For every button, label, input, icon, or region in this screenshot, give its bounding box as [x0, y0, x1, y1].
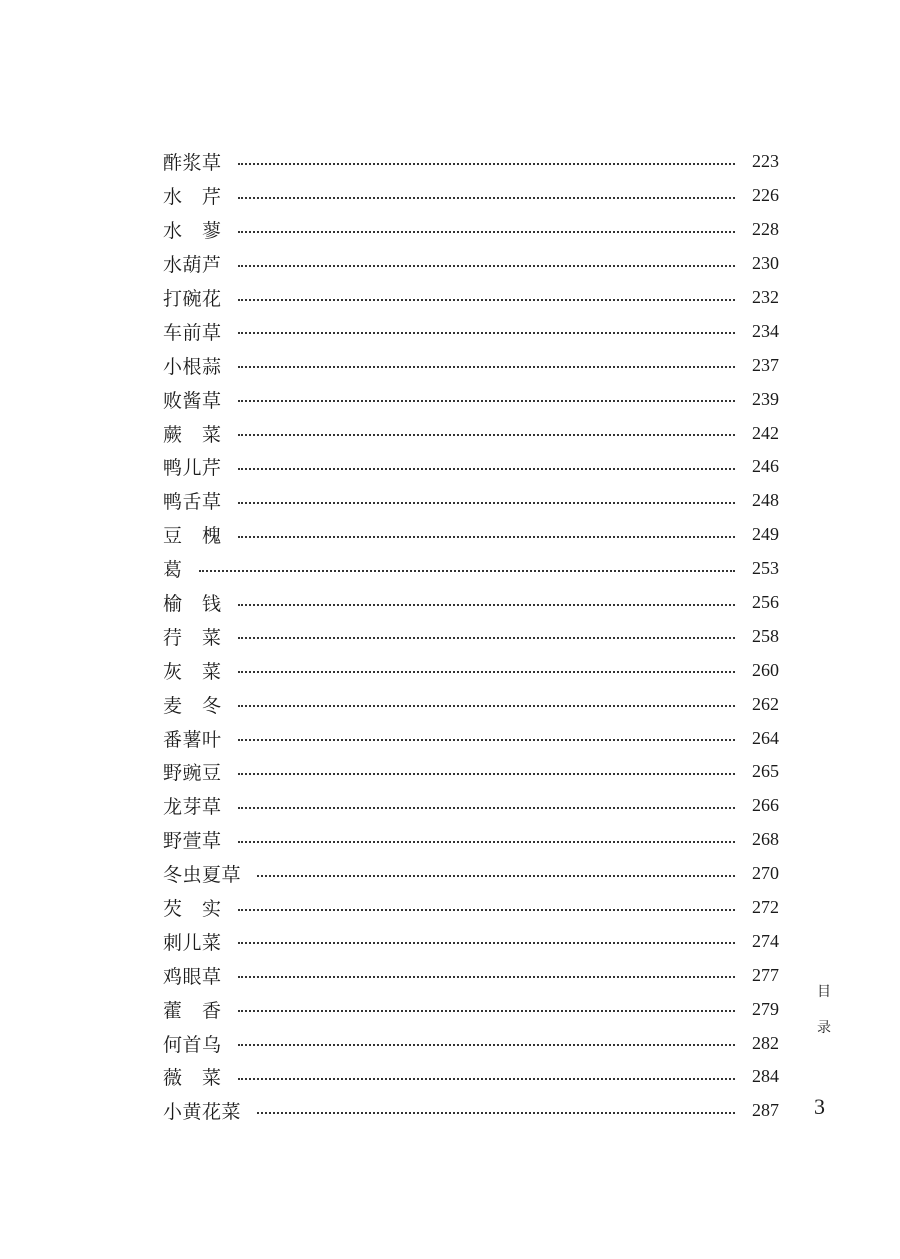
dot-leader — [257, 1112, 735, 1114]
toc-entry-page: 264 — [752, 727, 779, 748]
dot-leader — [238, 1010, 735, 1012]
dot-leader — [238, 942, 735, 944]
toc-entry-title: 薇 菜 — [163, 1067, 222, 1090]
toc-entry[interactable] — [163, 789, 779, 823]
dot-leader — [238, 1044, 735, 1046]
dot-leader — [238, 299, 735, 301]
dot-leader — [238, 976, 735, 978]
toc-entry-page: 270 — [752, 863, 779, 884]
dot-leader — [238, 468, 735, 470]
toc-entry[interactable] — [163, 992, 779, 1026]
dot-leader — [238, 909, 735, 911]
toc-entry-page: 287 — [752, 1100, 779, 1121]
dot-leader — [238, 332, 735, 334]
toc-entry[interactable] — [163, 924, 779, 958]
toc-entry-page: 239 — [752, 388, 779, 409]
toc-entry-page: 274 — [752, 930, 779, 951]
toc-entry-title: 鸭儿芹 — [163, 457, 222, 480]
toc-entry[interactable] — [163, 1060, 779, 1094]
dot-leader — [238, 434, 735, 436]
toc-entry[interactable] — [163, 382, 779, 416]
toc-entry-page: 268 — [752, 829, 779, 850]
toc-entry-page: 242 — [752, 422, 779, 443]
toc-entry-title: 何首乌 — [163, 1033, 222, 1056]
toc-entry-page: 262 — [752, 693, 779, 714]
dot-leader — [238, 536, 735, 538]
toc-entry-title: 车前草 — [163, 321, 222, 344]
toc-entry-title: 水 蓼 — [163, 220, 222, 243]
toc-entry[interactable] — [163, 314, 779, 348]
toc-entry-title: 豆 槐 — [163, 525, 222, 548]
toc-entry-page: 272 — [752, 897, 779, 918]
toc-entry-page: 279 — [752, 998, 779, 1019]
toc-entry[interactable] — [163, 687, 779, 721]
toc-entry[interactable] — [163, 1026, 779, 1060]
toc-entry-page: 223 — [752, 151, 779, 172]
toc-entry[interactable] — [163, 755, 779, 789]
toc-entry-title: 鸡眼草 — [163, 965, 222, 988]
toc-entry-page: 282 — [752, 1032, 779, 1053]
toc-entry-page: 246 — [752, 456, 779, 477]
toc-entry-title: 葛 — [163, 559, 183, 582]
toc-entry-page: 248 — [752, 490, 779, 511]
toc-entry-page: 284 — [752, 1066, 779, 1087]
dot-leader — [238, 1078, 735, 1080]
toc-entry-title: 番薯叶 — [163, 728, 222, 751]
toc-entry[interactable] — [163, 416, 779, 450]
toc-entry-title: 小根蒜 — [163, 355, 222, 378]
toc-entry-title: 刺儿菜 — [163, 931, 222, 954]
toc-entry-title: 小黄花菜 — [163, 1101, 242, 1124]
toc-entry[interactable] — [163, 586, 779, 620]
dot-leader — [238, 637, 735, 639]
dot-leader — [238, 366, 735, 368]
toc-entry-title: 麦 冬 — [163, 694, 222, 717]
toc-entry[interactable] — [163, 721, 779, 755]
toc-entry[interactable] — [163, 484, 779, 518]
toc-entry-page: 230 — [752, 253, 779, 274]
toc-entry-page: 237 — [752, 354, 779, 375]
dot-leader — [238, 265, 735, 267]
toc-entry-title: 鸭舌草 — [163, 491, 222, 514]
toc-entry[interactable] — [163, 823, 779, 857]
toc-entry-page: 256 — [752, 592, 779, 613]
toc-entry-title: 芡 实 — [163, 898, 222, 921]
toc-entry[interactable] — [163, 552, 779, 586]
dot-leader — [238, 163, 735, 165]
toc-entry-title: 藿 香 — [163, 999, 222, 1022]
running-head-char: 目 — [817, 984, 831, 1000]
toc-entry-page: 226 — [752, 185, 779, 206]
toc-entry-title: 水葫芦 — [163, 254, 222, 277]
toc-entry-page: 266 — [752, 795, 779, 816]
toc-entry-page: 260 — [752, 659, 779, 680]
toc-entry[interactable] — [163, 145, 779, 179]
toc-entry-title: 榆 钱 — [163, 593, 222, 616]
dot-leader — [238, 773, 735, 775]
toc-entry-page: 277 — [752, 964, 779, 985]
toc-entry-page: 253 — [752, 558, 779, 579]
dot-leader — [238, 197, 735, 199]
toc-entry-title: 冬虫夏草 — [163, 864, 242, 887]
toc-entry-title: 水 芹 — [163, 186, 222, 209]
dot-leader — [238, 231, 735, 233]
toc-entry[interactable] — [163, 857, 779, 891]
toc-entry-title: 荇 菜 — [163, 626, 222, 649]
dot-leader — [238, 502, 735, 504]
toc-entry[interactable] — [163, 281, 779, 315]
dot-leader — [257, 875, 735, 877]
toc-entry-title: 酢浆草 — [163, 152, 222, 175]
toc-entry-title: 败酱草 — [163, 389, 222, 412]
toc-entry-page: 234 — [752, 320, 779, 341]
toc-entry[interactable] — [163, 1094, 779, 1128]
toc-entry-title: 蕨 菜 — [163, 423, 222, 446]
toc-entry-title: 灰 菜 — [163, 660, 222, 683]
table-of-contents — [163, 145, 779, 1128]
dot-leader — [238, 705, 735, 707]
toc-entry[interactable] — [163, 518, 779, 552]
toc-entry-page: 258 — [752, 625, 779, 646]
toc-entry-page: 249 — [752, 524, 779, 545]
dot-leader — [238, 739, 735, 741]
dot-leader — [238, 400, 735, 402]
dot-leader — [238, 604, 735, 606]
toc-entry-title: 打碗花 — [163, 288, 222, 310]
dot-leader — [238, 807, 735, 809]
dot-leader — [238, 841, 735, 843]
toc-entry-title: 野豌豆 — [163, 762, 222, 785]
toc-entry[interactable] — [163, 891, 779, 925]
toc-entry[interactable] — [163, 179, 779, 213]
toc-entry[interactable] — [163, 619, 779, 653]
toc-entry[interactable] — [163, 213, 779, 247]
toc-entry-page: 228 — [752, 219, 779, 240]
page-number: 3 — [814, 1094, 825, 1119]
toc-entry-title: 龙芽草 — [163, 796, 222, 819]
toc-entry-page: 265 — [752, 761, 779, 782]
toc-entry[interactable] — [163, 653, 779, 687]
running-head-char: 录 — [817, 1020, 831, 1036]
toc-entry[interactable] — [163, 450, 779, 484]
dot-leader — [199, 570, 735, 572]
toc-entry[interactable] — [163, 348, 779, 382]
toc-entry[interactable] — [163, 958, 779, 992]
toc-entry[interactable] — [163, 247, 779, 281]
toc-entry-title: 野萱草 — [163, 830, 222, 853]
running-head — [817, 985, 831, 1057]
dot-leader — [238, 671, 735, 673]
toc-entry-page: 232 — [752, 287, 779, 307]
